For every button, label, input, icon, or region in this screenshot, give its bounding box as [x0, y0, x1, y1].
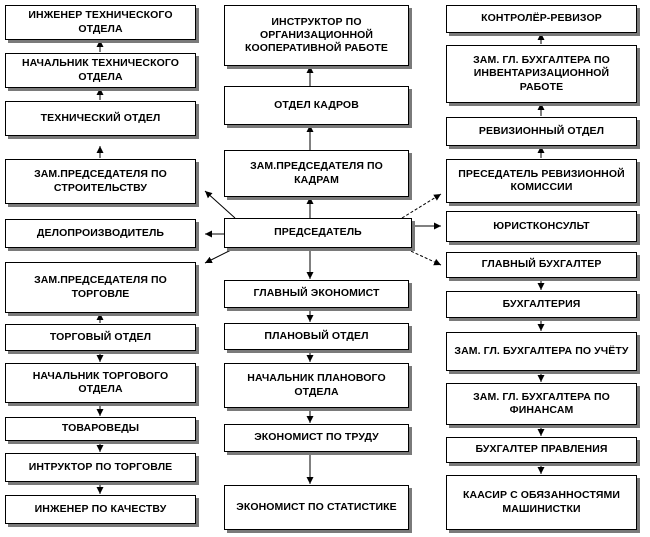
- box-instructor-trade: ИНТРУКТОР ПО ТОРГОВЛЕ: [5, 453, 196, 482]
- box-instructor-coop: ИНСТРУКТОР ПО ОРГАНИЗАЦИОННОЙ КООПЕРАТИВНОЙ РАБОТЕ: [224, 5, 409, 66]
- box-head-technical: НАЧАЛЬНИК ТЕХНИЧЕСКОГО ОТДЕЛА: [5, 53, 196, 88]
- box-hr-dept: ОТДЕЛ КАДРОВ: [224, 86, 409, 125]
- box-audit-commission-chair: ПРЕСЕДАТЕЛЬ РЕВИЗИОННОЙ КОМИССИИ: [446, 159, 637, 203]
- box-planning-dept: ПЛАНОВЫЙ ОТДЕЛ: [224, 323, 409, 350]
- box-legal-counsel: ЮРИСТКОНСУЛЬТ: [446, 211, 637, 242]
- box-clerk: ДЕЛОПРОИЗВОДИТЕЛЬ: [5, 219, 196, 248]
- box-deputy-hr: ЗАМ.ПРЕДСЕДАТЕЛЯ ПО КАДРАМ: [224, 150, 409, 197]
- box-accounting: БУХГАЛТЕРИЯ: [446, 291, 637, 318]
- box-engineer-quality: ИНЖЕНЕР ПО КАЧЕСТВУ: [5, 495, 196, 524]
- box-chief-accountant: ГЛАВНЫЙ БУХГАЛТЕР: [446, 252, 637, 278]
- box-technical-dept: ТЕХНИЧЕСКИЙ ОТДЕЛ: [5, 101, 196, 136]
- box-head-trade: НАЧАЛЬНИК ТОРГОВОГО ОТДЕЛА: [5, 363, 196, 403]
- box-audit-dept: РЕВИЗИОННЫЙ ОТДЕЛ: [446, 117, 637, 146]
- box-trade-dept: ТОРГОВЫЙ ОТДЕЛ: [5, 324, 196, 351]
- box-deputy-accounting: ЗАМ. ГЛ. БУХГАЛТЕРА ПО УЧЁТУ: [446, 332, 637, 371]
- box-head-planning: НАЧАЛЬНИК ПЛАНОВОГО ОТДЕЛА: [224, 363, 409, 408]
- box-economist-statistics: ЭКОНОМИСТ ПО СТАТИСТИКЕ: [224, 485, 409, 530]
- box-engineer-technical: ИНЖЕНЕР ТЕХНИЧЕСКОГО ОТДЕЛА: [5, 5, 196, 40]
- box-chief-economist: ГЛАВНЫЙ ЭКОНОМИСТ: [224, 280, 409, 308]
- box-deputy-trade: ЗАМ.ПРЕДСЕДАТЕЛЯ ПО ТОРГОВЛЕ: [5, 262, 196, 313]
- box-board-accountant: БУХГАЛТЕР ПРАВЛЕНИЯ: [446, 437, 637, 463]
- box-economist-labor: ЭКОНОМИСТ ПО ТРУДУ: [224, 424, 409, 452]
- box-controller-auditor: КОНТРОЛЁР-РЕВИЗОР: [446, 5, 637, 33]
- box-chairman: ПРЕДСЕДАТЕЛЬ: [224, 218, 412, 248]
- box-deputy-construction: ЗАМ.ПРЕДСЕДАТЕЛЯ ПО СТРОИТЕЛЬСТВУ: [5, 159, 196, 204]
- box-deputy-inventory: ЗАМ. ГЛ. БУХГАЛТЕРА ПО ИНВЕНТАРИЗАЦИОННОЙ РАБОТЕ: [446, 45, 637, 103]
- box-cashier: КААСИР С ОБЯЗАННОСТЯМИ МАШИНИСТКИ: [446, 475, 637, 530]
- box-merchandisers: ТОВАРОВЕДЫ: [5, 417, 196, 441]
- box-deputy-finance: ЗАМ. ГЛ. БУХГАЛТЕРА ПО ФИНАНСАМ: [446, 383, 637, 425]
